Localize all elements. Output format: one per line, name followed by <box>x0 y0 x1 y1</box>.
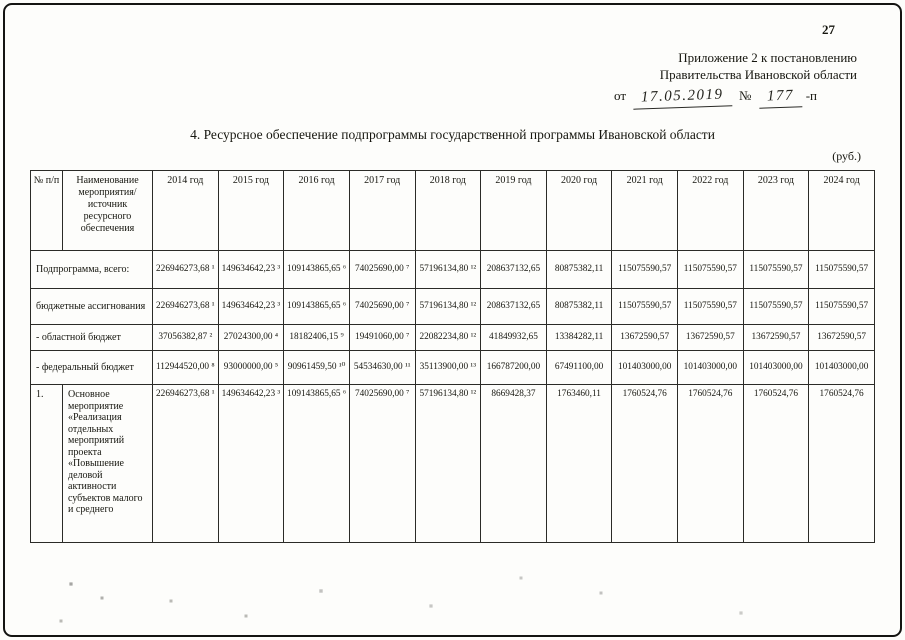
value-cell: 57196134,80 ¹² <box>415 289 481 325</box>
value-cell: 13672590,57 <box>612 325 678 351</box>
value-cell: 18182406,15 ⁹ <box>284 325 350 351</box>
value-cell: 101403000,00 <box>612 351 678 385</box>
value-cell: 67491100,00 <box>546 351 612 385</box>
column-header: 2024 год <box>809 171 875 251</box>
value-cell: 101403000,00 <box>809 351 875 385</box>
value-cell: 149634642,23 ³ <box>218 385 284 543</box>
value-cell: 1763460,11 <box>546 385 612 543</box>
value-cell: 37056382,87 ² <box>153 325 219 351</box>
value-cell: 109143865,65 ⁶ <box>284 289 350 325</box>
value-cell: 19491060,00 ⁷ <box>349 325 415 351</box>
value-cell: 226946273,68 ¹ <box>153 251 219 289</box>
order-line <box>30 87 857 108</box>
value-cell: 149634642,23 ³ <box>218 251 284 289</box>
units-label: (руб.) <box>832 149 861 164</box>
column-header: 2017 год <box>349 171 415 251</box>
value-cell: 109143865,65 ⁶ <box>284 385 350 543</box>
value-cell: 115075590,57 <box>678 289 744 325</box>
section-title: 4. Ресурсное обеспечение подпрограммы государственной программы Ивановской области <box>190 127 715 143</box>
table-row <box>31 325 875 351</box>
value-cell: 109143865,65 ⁶ <box>284 251 350 289</box>
column-header: Наименование мероприятия/ источник ресурсного обеспечения <box>63 171 153 251</box>
row-label-cell: Основное мероприятие «Реализация отдельных мероприятий проекта «Повышение деловой активности субъектов малого и среднего <box>63 385 153 543</box>
value-cell: 226946273,68 ¹ <box>153 289 219 325</box>
value-cell: 8669428,37 <box>481 385 547 543</box>
column-header: 2022 год <box>678 171 744 251</box>
table-body <box>31 251 875 543</box>
column-header: 2023 год <box>743 171 809 251</box>
table-row <box>31 289 875 325</box>
order-suffix: -п <box>805 87 817 103</box>
value-cell: 57196134,80 ¹² <box>415 251 481 289</box>
column-header: 2021 год <box>612 171 678 251</box>
value-cell: 115075590,57 <box>809 289 875 325</box>
order-date-handwritten: 17.05.2019 <box>633 85 732 109</box>
value-cell: 74025690,00 ⁷ <box>349 289 415 325</box>
row-label-cell: - федеральный бюджет <box>31 351 153 385</box>
row-label-cell: бюджетные ассигнования <box>31 289 153 325</box>
header-row <box>31 171 875 251</box>
value-cell: 13672590,57 <box>743 325 809 351</box>
page-number: 27 <box>822 22 835 37</box>
column-header: 2020 год <box>546 171 612 251</box>
value-cell: 115075590,57 <box>612 289 678 325</box>
value-cell: 208637132,65 <box>481 251 547 289</box>
value-cell: 13672590,57 <box>809 325 875 351</box>
value-cell: 13672590,57 <box>678 325 744 351</box>
value-cell: 208637132,65 <box>481 289 547 325</box>
value-cell: 35113900,00 ¹³ <box>415 351 481 385</box>
appendix-block <box>30 50 857 107</box>
value-cell: 54534630,00 ¹¹ <box>349 351 415 385</box>
row-label-cell: - областной бюджет <box>31 325 153 351</box>
value-cell: 115075590,57 <box>743 251 809 289</box>
table-row <box>31 385 875 543</box>
row-number-cell: 1. <box>31 385 63 543</box>
column-header: 2015 год <box>218 171 284 251</box>
appendix-line-2: Правительства Ивановской области <box>659 66 857 82</box>
value-cell: 115075590,57 <box>809 251 875 289</box>
value-cell: 57196134,80 ¹² <box>415 385 481 543</box>
column-header: 2018 год <box>415 171 481 251</box>
value-cell: 166787200,00 <box>481 351 547 385</box>
order-prefix: от <box>614 87 627 103</box>
resource-table <box>30 170 875 543</box>
order-number-sign: № <box>739 87 752 103</box>
value-cell: 112944520,00 ⁸ <box>153 351 219 385</box>
value-cell: 22082234,80 ¹² <box>415 325 481 351</box>
value-cell: 1760524,76 <box>809 385 875 543</box>
value-cell: 41849932,65 <box>481 325 547 351</box>
column-header: № п/п <box>31 171 63 251</box>
row-label-cell: Подпрограмма, всего: <box>31 251 153 289</box>
column-header: 2014 год <box>153 171 219 251</box>
value-cell: 1760524,76 <box>743 385 809 543</box>
column-header: 2016 год <box>284 171 350 251</box>
table-head <box>31 171 875 251</box>
value-cell: 115075590,57 <box>743 289 809 325</box>
value-cell: 101403000,00 <box>678 351 744 385</box>
value-cell: 13384282,11 <box>546 325 612 351</box>
value-cell: 115075590,57 <box>612 251 678 289</box>
value-cell: 1760524,76 <box>612 385 678 543</box>
value-cell: 74025690,00 ⁷ <box>349 385 415 543</box>
table-row <box>31 251 875 289</box>
table-row <box>31 351 875 385</box>
value-cell: 149634642,23 ³ <box>218 289 284 325</box>
value-cell: 101403000,00 <box>743 351 809 385</box>
column-header: 2019 год <box>481 171 547 251</box>
value-cell: 80875382,11 <box>546 289 612 325</box>
value-cell: 1760524,76 <box>678 385 744 543</box>
value-cell: 74025690,00 ⁷ <box>349 251 415 289</box>
order-number-handwritten: 177 <box>758 86 802 108</box>
appendix-line-1: Приложение 2 к постановлению <box>678 50 857 65</box>
value-cell: 226946273,68 ¹ <box>153 385 219 543</box>
value-cell: 90961459,50 ¹⁰ <box>284 351 350 385</box>
value-cell: 80875382,11 <box>546 251 612 289</box>
value-cell: 93000000,00 ⁵ <box>218 351 284 385</box>
value-cell: 27024300,00 ⁴ <box>218 325 284 351</box>
value-cell: 115075590,57 <box>678 251 744 289</box>
